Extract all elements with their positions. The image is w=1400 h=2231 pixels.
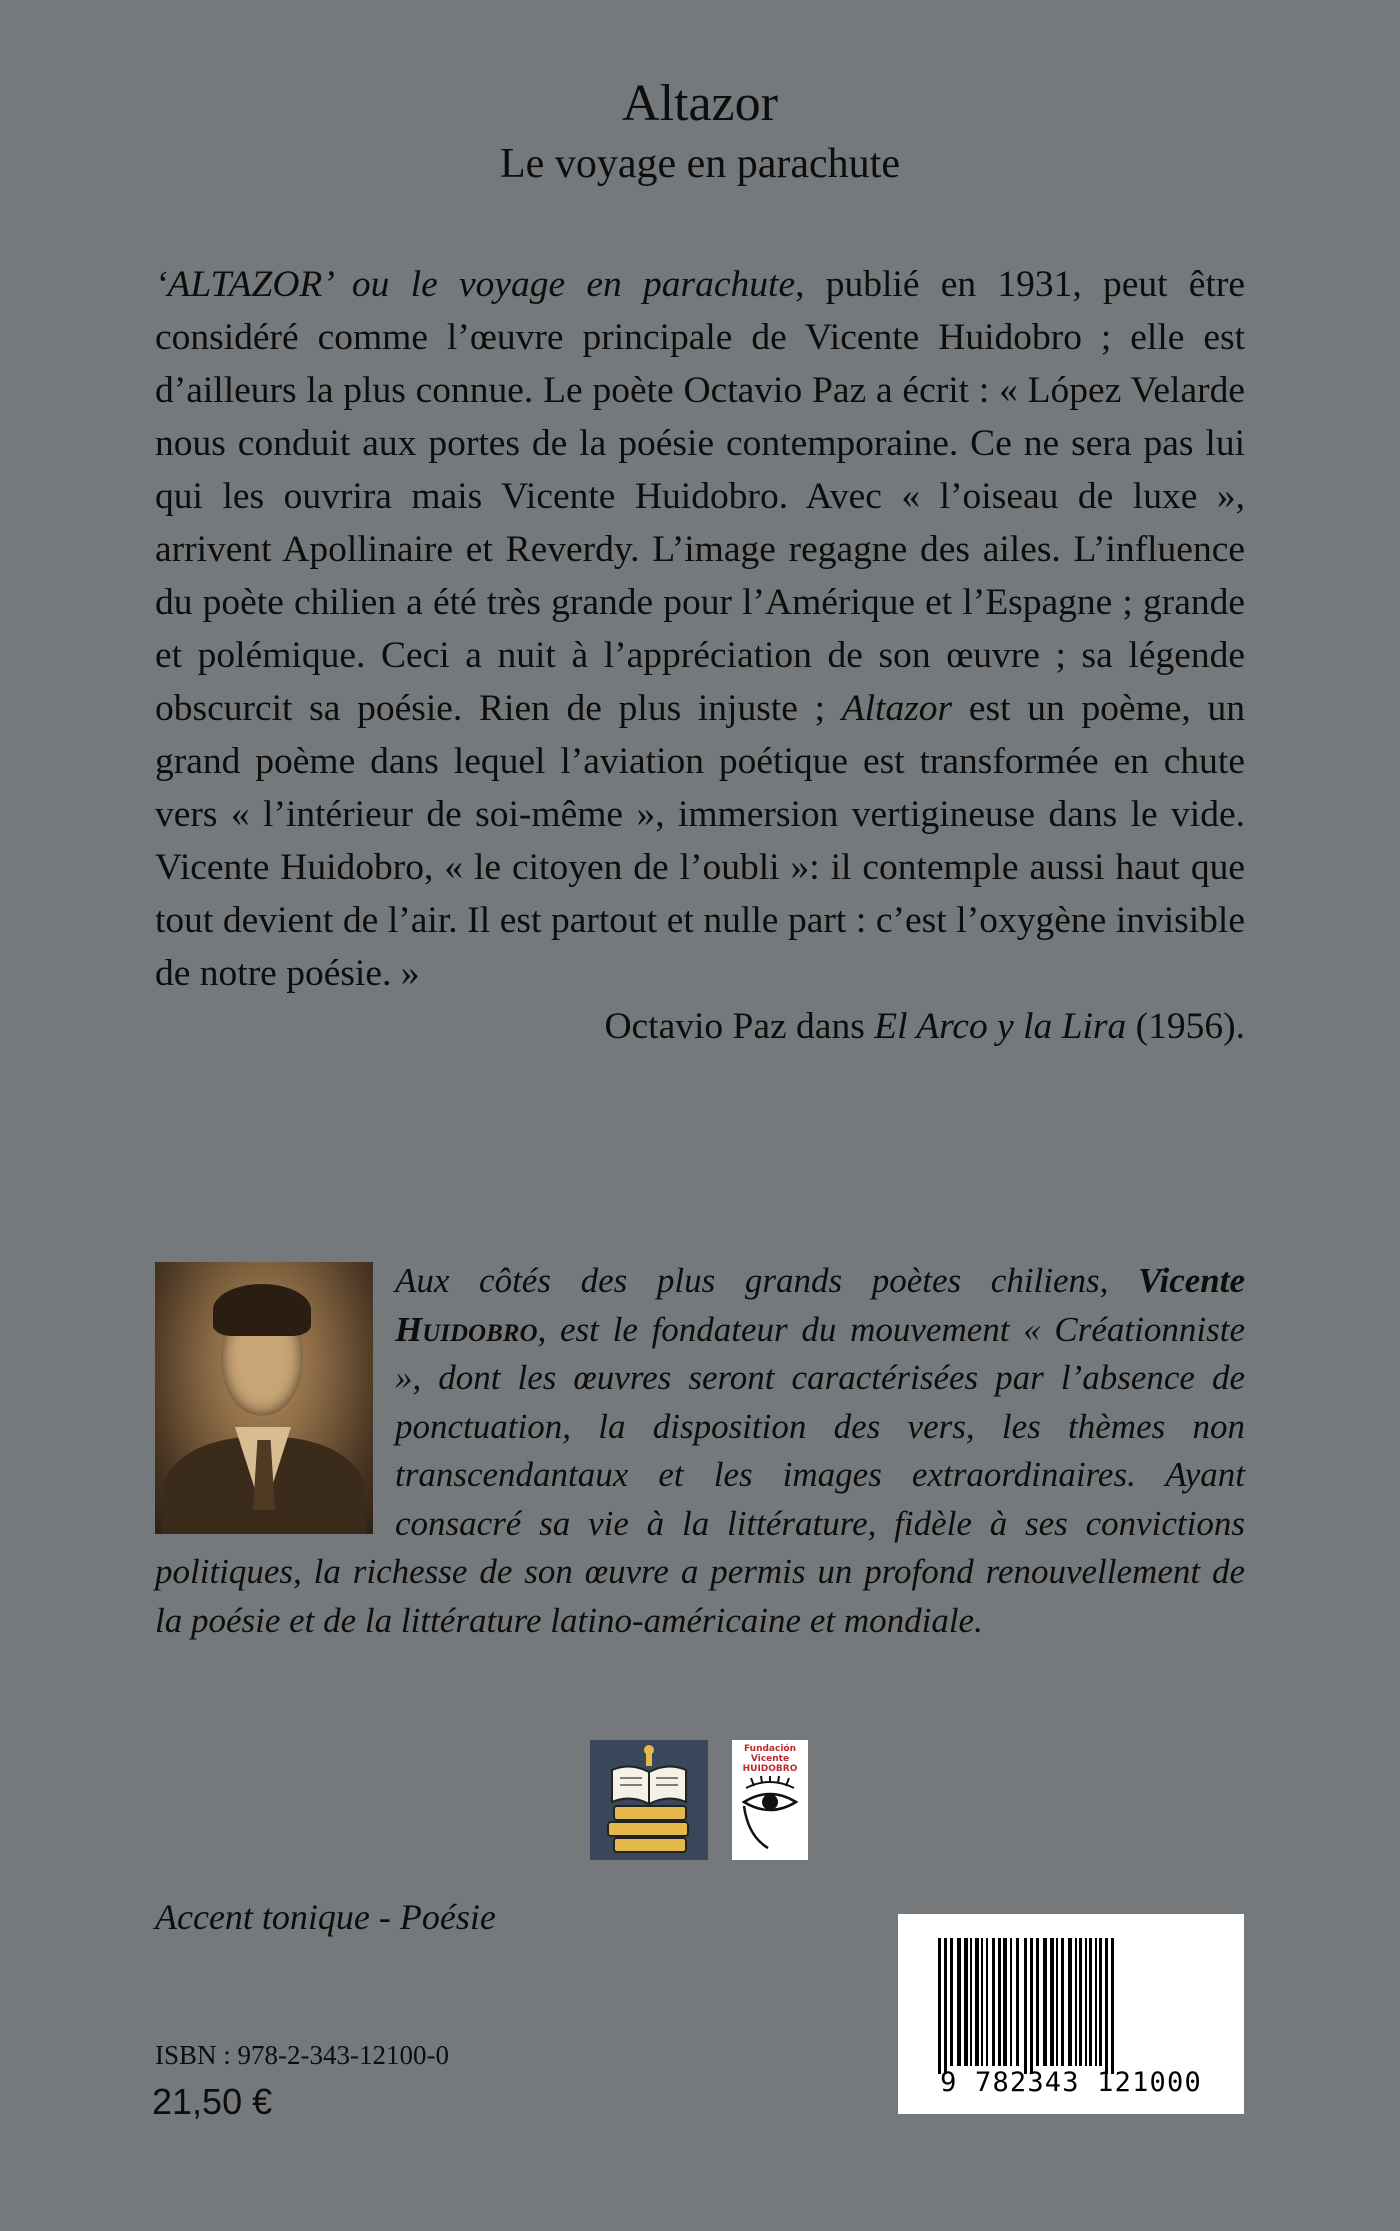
author-first-name: Vicente [1138,1261,1245,1300]
barcode-bar [1075,1938,1077,2066]
author-bio [155,1257,1245,1645]
foundation-line-3: HUIDOBRO [742,1764,798,1774]
barcode-bar [1010,1938,1012,2066]
foundation-logo [732,1740,808,1860]
attribution-year: (1956). [1126,1006,1245,1047]
foundation-line-2: Vicente [750,1754,790,1764]
barcode-bar [1003,1938,1007,2066]
eye-icon [738,1776,802,1856]
barcode-bar [950,1938,953,2066]
barcode-bar [964,1938,968,2066]
barcode-bar [981,1938,983,2066]
barcode-bar [1056,1938,1058,2066]
barcode-bar [1068,1938,1072,2066]
book-subtitle: Le voyage en parachute [500,141,900,187]
isbn: ISBN : 978-2-343-12100-0 [155,2040,449,2070]
barcode-bar [986,1938,988,2066]
barcode-bar [944,1938,947,2074]
foundation-line-1: Fundación [743,1744,797,1754]
description-paragraph [155,258,1245,1000]
barcode-bar [957,1938,961,2066]
barcode-bar [992,1938,995,2066]
barcode-bar [1095,1938,1097,2066]
description-text-2: est un poème, un grand poème dans lequel l’aviation poétique est transformée en chute vers « l’intérieur de soi-même », immersion vertigineuse dans le vide. Vicente Huidobro, « le citoyen de l’oubli »: il contemple aussi haut que tout devient de l’air. Il est partout et nulle part : c’est l’oxygène invisible de notre poésie. » [155,688,1245,994]
title-block [0,72,1400,190]
description [155,258,1245,1053]
book-title: Altazor [622,75,778,132]
description-text-1: , publié en 1931, peut être considéré comme l’œuvre principale de Vicente Huidobro ; elle est d’ailleurs la plus connue. Le poète Octavio Paz a écrit : « López Velarde nous conduit aux portes de la poésie contemporaine. Ce ne sera pas lui qui les ouvrira mais Vicente Huidobro. Avec « l’oiseau de luxe », arrivent Apollinaire et Reverdy. L’image regagne des ailes. L’influence du poète chilien a été très grande pour l’Amérique et l’Espagne ; grande et polémique. Ceci a nuit à l’appréciation de son œuvre ; sa légende obscurcit sa poésie. Rien de plus injuste ; [155,264,1245,729]
barcode-bar [975,1938,979,2066]
barcode-bars [898,1914,1244,2074]
barcode-bar [970,1938,972,2066]
barcode-bar [1105,1938,1108,2074]
barcode-bar [1061,1938,1064,2066]
quote-attribution [155,1000,1245,1053]
books-icon [590,1740,708,1860]
price: 21,50 € [152,2081,273,2122]
author-photo [155,1262,373,1534]
barcode-bar [1043,1938,1047,2066]
barcode-bar [1050,1938,1054,2066]
barcode-digits: 9 782343 121000 [940,2067,1202,2098]
description-italic-title: ‘ALTAZOR’ ou le voyage en parachute [155,264,796,305]
author-last-name: Huidobro [395,1309,538,1349]
barcode-bar [1036,1938,1039,2066]
barcode [898,1914,1244,2114]
barcode-bar [998,1938,1001,2066]
publisher-logo [590,1740,708,1860]
attribution-prefix: Octavio Paz dans [604,1006,875,1047]
logos [590,1740,810,1860]
barcode-bar [1099,1938,1102,2066]
bio-start: Aux côtés des plus grands poètes chiliens, [395,1261,1139,1300]
barcode-bar [1016,1938,1019,2066]
barcode-bar [1085,1938,1087,2066]
barcode-bar [1079,1938,1082,2066]
barcode-bar [1111,1938,1114,2074]
collection-name: Accent tonique - Poésie [155,1897,496,1937]
description-italic-altazor: Altazor [841,688,953,729]
bio-rest: , est le fondateur du mouvement « Créationniste », dont les œuvres seront caractérisées par l’absence de ponctuation, la disposition des vers, les thèmes non transcendantaux et les images extraordinaires. Ayant consacré sa vie à la littérature, fidèle à ses convictions politiques, la richesse de son œuvre a permis un profond renouvellement de la poésie et de la littérature latino-américaine et mondiale. [155,1309,1245,1640]
attribution-work: El Arco y la Lira [874,1006,1127,1047]
barcode-bar [938,1938,941,2074]
barcode-bar [1024,1938,1027,2074]
barcode-bar [1030,1938,1033,2074]
barcode-bar [1089,1938,1092,2066]
